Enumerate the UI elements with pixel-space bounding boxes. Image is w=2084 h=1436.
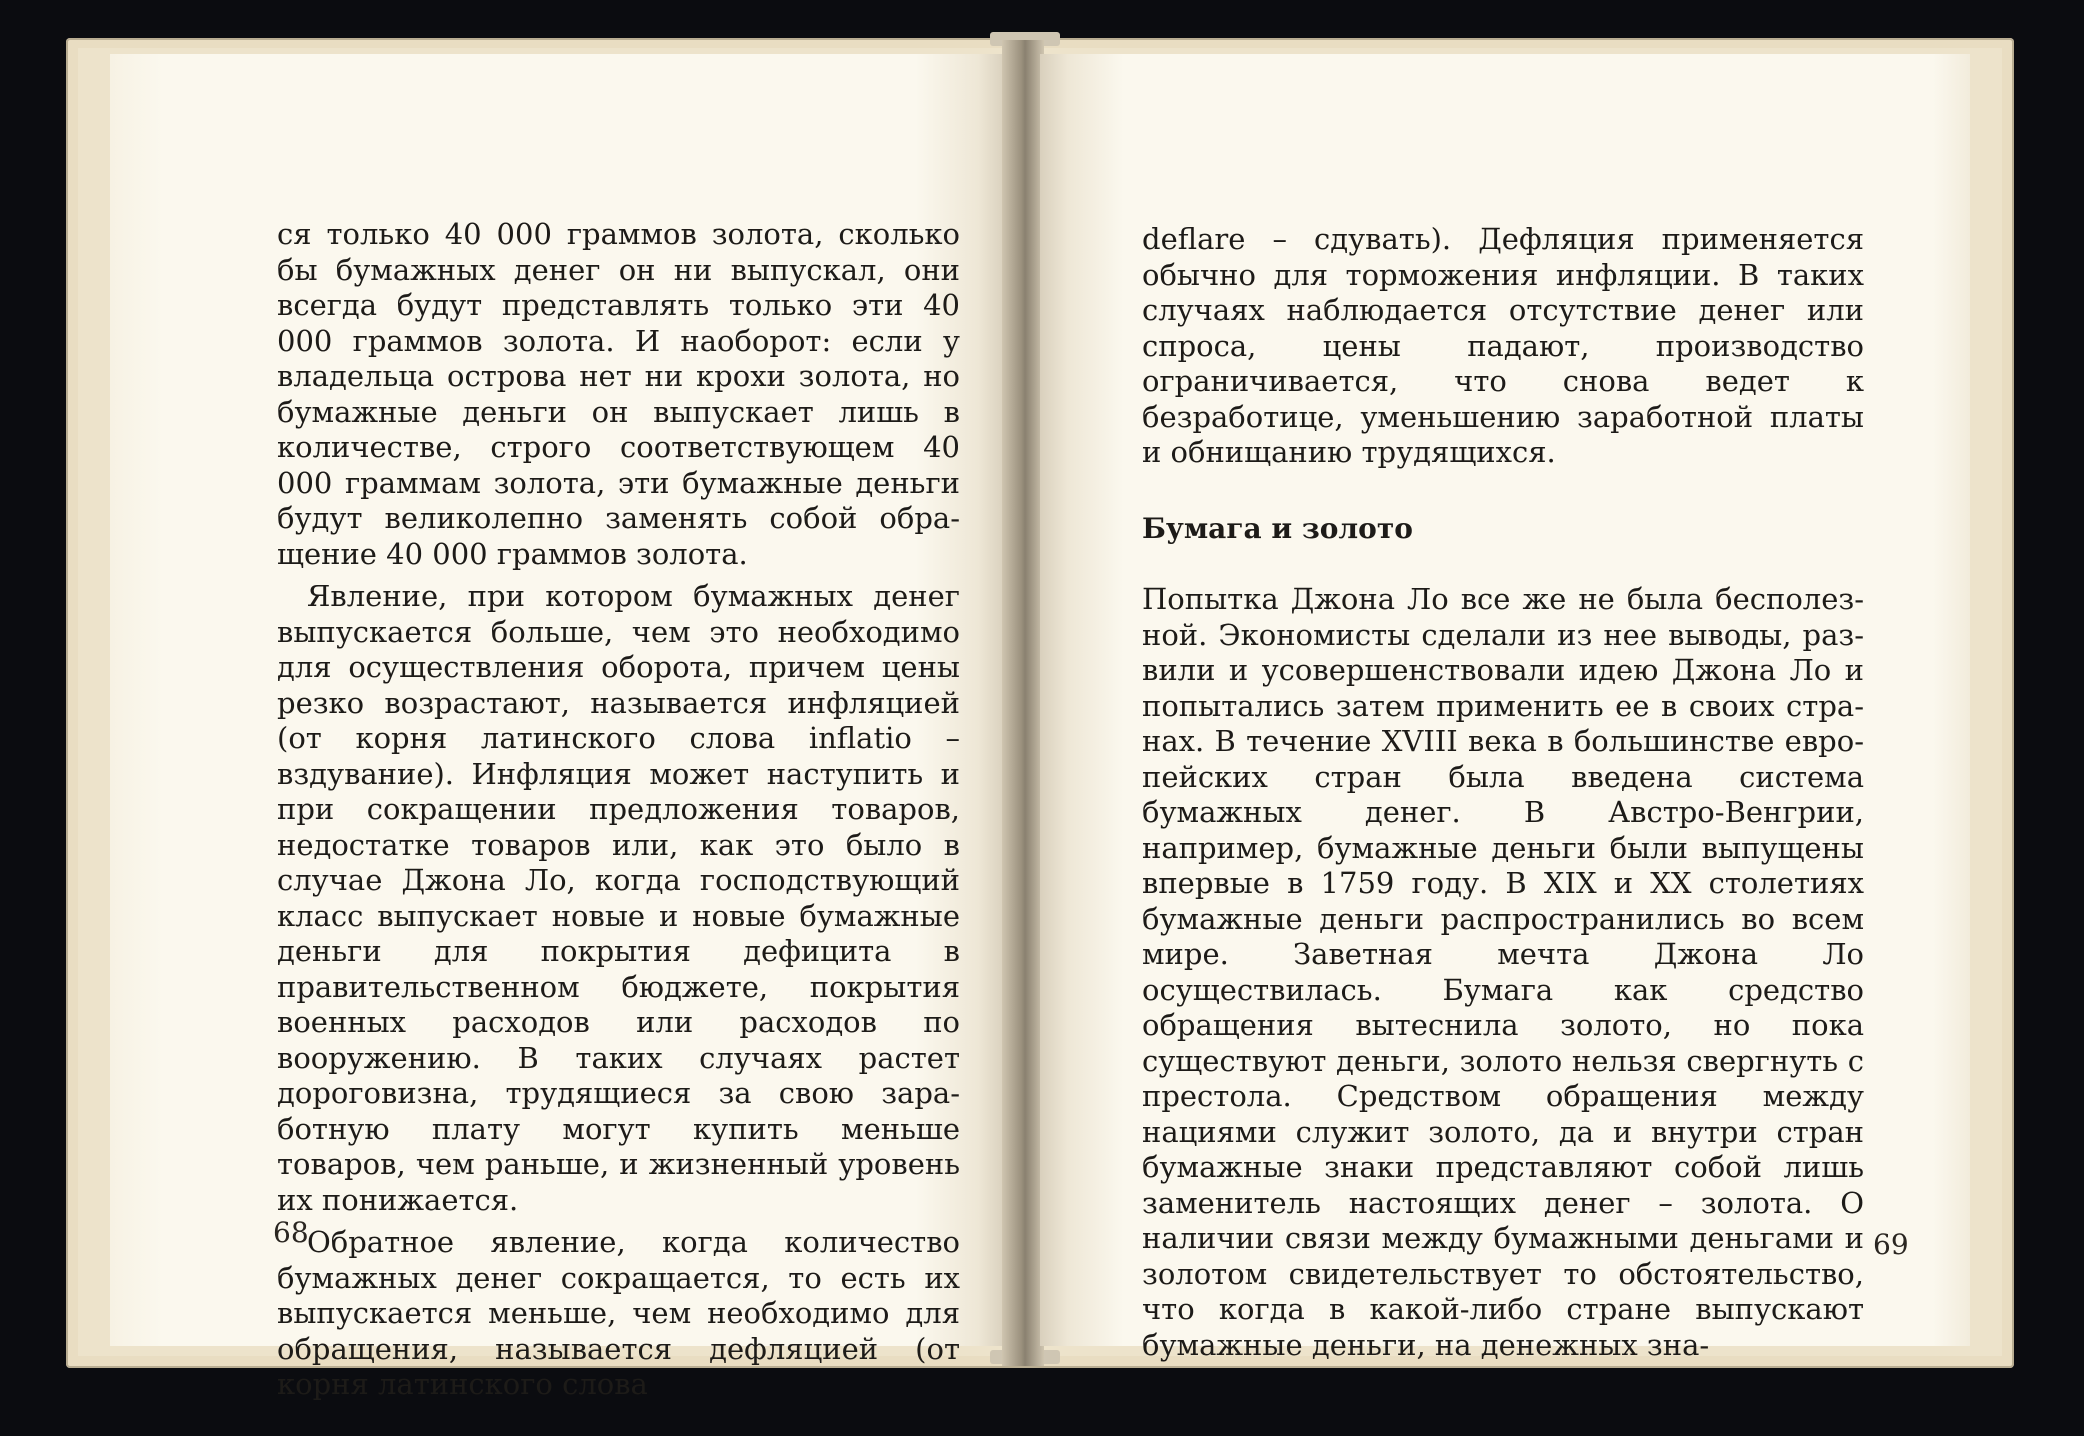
- paragraph: ся только 40 000 граммов золота, сколько бы бумажных денег он ни выпускал, они всегда будут представлять только эти 40 000 граммов золота. И наоборот: если у владельца острова нет ни крохи золота, но бумажные деньги он выпускает лишь в количестве, строго соответствующем 40 000 граммам золота, эти бумажные деньги будут великолепно заменять собой обращение 40 000 граммов золота.: [277, 217, 960, 571]
- section-heading: Бумага и золото: [1142, 511, 1413, 545]
- right-page-text: [1142, 222, 1864, 1363]
- left-page: [110, 54, 1005, 1401]
- page-number: 69: [1873, 1228, 1909, 1261]
- paragraph: Попытка Джона Ло все же не была бесполезной. Экономисты сделали из нее выводы, развили и усовершенствовали идею Джона Ло и попытались затем применить ее в своих странах. В течение XVIII века в большинстве европейских стран была введена система бумажных денег. В Австро-Венгрии, например, бумажные деньги были выпущены впервые в 1759 году. В XIX и XX столетиях бумажные деньги распространились во всем мире. Заветная мечта Джона Ло осуществилась. Бумага как средство обращения вытеснила золото, но пока существуют деньги, золото нельзя свергнуть с престола. Средством обращения между нациями служит золото, да и внутри стран бумажные знаки представляют собой лишь заменитель настоящих денег – золота. О наличии связи между бумажными деньгами и золотом свидетельствует то обстоятельство, что когда в какой-либо стране выпускают бумажные деньги, на денежных зна-: [1142, 582, 1864, 1362]
- right-page: [1040, 54, 1970, 1362]
- book-gutter: [1002, 40, 1044, 1366]
- page-number: 68: [273, 1216, 309, 1249]
- paragraph: deflare – сдувать). Дефляция применяется обычно для торможения инфляции. В таких случаях наблюдается отсутствие денег или спроса, цены падают, производство ограничивается, что снова ведет к безработице, уменьшению заработной платы и обнищанию трудящихся.: [1142, 222, 1864, 469]
- paragraph: Явление, при котором бумажных денег выпускается больше, чем это необходимо для осуществления оборота, причем цены резко возрастают, называется инфляцией (от корня латинского слова inflatio – вздувание). Инфляция может наступить и при сокращении предложения товаров, недостатке товаров или, как это было в случае Джона Ло, когда господствующий класс выпускает новые и новые бумажные деньги для покрытия дефицита в правительственном бюджете, покрытия военных расходов или расходов по вооружению. В таких случаях растет дороговизна, трудящиеся за свою заработную плату могут купить меньше товаров, чем раньше, и жизненный уровень их понижается.: [277, 579, 960, 1217]
- left-page-text: [277, 217, 960, 1403]
- paragraph: Обратное явление, когда количество бумажных денег сокращается, то есть их выпускается меньше, чем необходимо для обращения, называется дефляцией (от корня латинского слова: [277, 1225, 960, 1401]
